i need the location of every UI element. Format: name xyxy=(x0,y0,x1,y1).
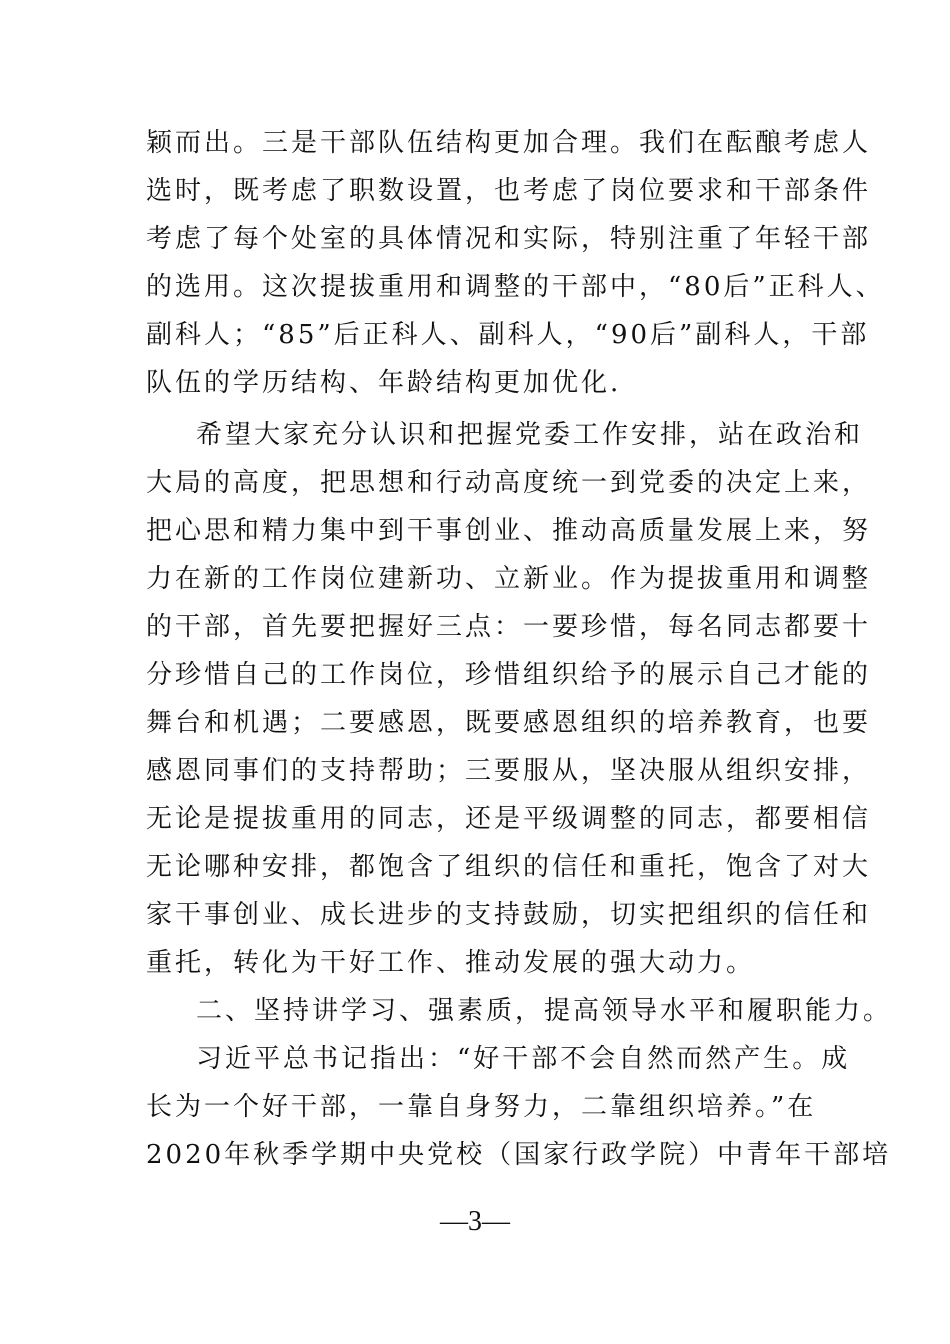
page-number: —3— xyxy=(440,1206,510,1237)
text-line: 队伍的学历结构、年龄结构更加优化. xyxy=(146,368,622,398)
text-line: 大局的高度，把思想和行动高度统一到党委的决定上来， xyxy=(146,468,872,498)
text-line: 重托，转化为干好工作、推动发展的强大动力。 xyxy=(146,948,756,978)
text-line: 颖而出。三是干部队伍结构更加合理。我们在酝酿考虑人 xyxy=(146,128,872,158)
text-line: 考虑了每个处室的具体情况和实际，特别注重了年轻干部 xyxy=(146,224,872,254)
text-line: 的选用。这次提拔重用和调整的干部中，“80后”正科人、 xyxy=(146,272,885,302)
paragraph-start-line: 习近平总书记指出：“好干部不会自然而然产生。成 xyxy=(196,1044,851,1074)
paragraph-start-line: 希望大家充分认识和把握党委工作安排，站在政治和 xyxy=(196,420,864,450)
text-line: 感恩同事们的支持帮助；三要服从，坚决服从组织安排， xyxy=(146,756,872,786)
section-heading: 二、坚持讲学习、强素质，提高领导水平和履职能力。 xyxy=(196,996,893,1026)
text-line: 副科人；“85”后正科人、副科人，“90后”副科人，干部 xyxy=(146,320,870,350)
text-line: 无论是提拔重用的同志，还是平级调整的同志，都要相信 xyxy=(146,804,872,834)
text-line: 舞台和机遇；二要感恩，既要感恩组织的培养教育，也要 xyxy=(146,708,872,738)
text-line: 把心思和精力集中到干事创业、推动高质量发展上来，努 xyxy=(146,516,872,546)
text-line: 的干部，首先要把握好三点：一要珍惜，每名同志都要十 xyxy=(146,612,872,642)
text-line: 2020年秋季学期中央党校（国家行政学院）中青年干部培 xyxy=(146,1140,892,1170)
text-line: 力在新的工作岗位建新功、立新业。作为提拔重用和调整 xyxy=(146,564,872,594)
text-line: 长为一个好干部，一靠自身努力，二靠组织培养。”在 xyxy=(146,1092,817,1122)
text-line: 选时，既考虑了职数设置，也考虑了岗位要求和干部条件 xyxy=(146,176,872,206)
text-line: 无论哪种安排，都饱含了组织的信任和重托，饱含了对大 xyxy=(146,852,872,882)
text-line: 家干事创业、成长进步的支持鼓励，切实把组织的信任和 xyxy=(146,900,872,930)
text-line: 分珍惜自己的工作岗位，珍惜组织给予的展示自己才能的 xyxy=(146,660,872,690)
